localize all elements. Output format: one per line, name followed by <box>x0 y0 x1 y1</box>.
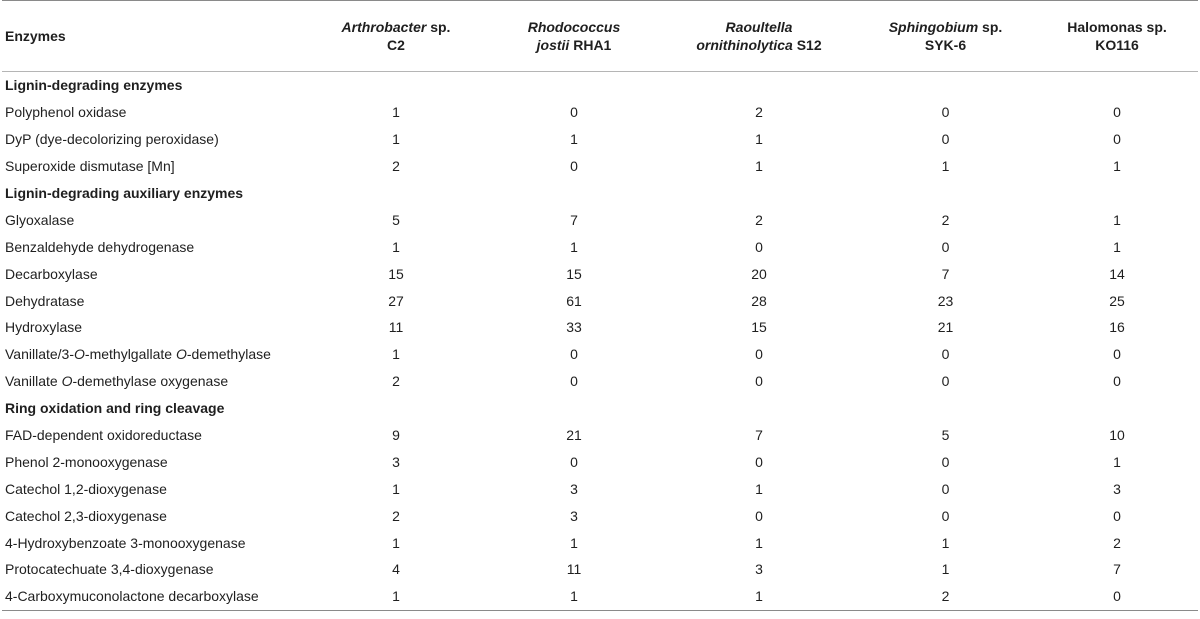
table-row <box>2 233 1198 260</box>
enzyme-name-cell <box>2 233 307 260</box>
count-cell: 1 <box>941 561 950 578</box>
section-title: Lignin-degrading enzymes <box>5 77 183 94</box>
count-cell: 23 <box>937 292 954 309</box>
text-segment: sp. <box>978 19 1003 35</box>
count-cell: 5 <box>392 211 400 228</box>
table-bottom-rule <box>2 610 1198 611</box>
text-segment: Rhodococcus <box>527 19 621 35</box>
text-segment: Vanillate/3- <box>5 346 75 363</box>
text-segment: -methylgallate <box>84 346 176 363</box>
count-cell: 0 <box>1113 104 1121 121</box>
section-title: Ring oxidation and ring cleavage <box>5 400 225 417</box>
column-header-organism <box>663 1 855 71</box>
enzyme-table-container <box>2 0 1198 611</box>
enzyme-name-cell <box>2 556 307 583</box>
count-cell: 1 <box>392 104 400 121</box>
count-cell: 1 <box>1113 211 1121 228</box>
enzyme-name-cell <box>2 583 307 610</box>
table-row <box>2 448 1198 475</box>
count-cell: 1 <box>755 588 763 605</box>
enzyme-name-cell <box>2 502 307 529</box>
text-segment: Protocatechuate 3,4-dioxygenase <box>5 561 214 578</box>
column-header-enzymes <box>2 1 307 71</box>
count-cell: 9 <box>392 427 400 444</box>
count-cell: 14 <box>1109 265 1125 282</box>
enzyme-name-cell <box>2 475 307 502</box>
count-cell: 0 <box>941 480 950 497</box>
count-cell: 0 <box>755 346 763 363</box>
text-segment: ornithinolytica <box>696 37 793 53</box>
table-row <box>2 260 1198 287</box>
text-segment: jostii <box>536 37 570 53</box>
text-segment: Enzymes <box>5 28 66 44</box>
text-segment: O <box>74 346 85 363</box>
count-cell: 0 <box>1113 373 1121 390</box>
section-header-row <box>2 72 1198 99</box>
count-cell: 2 <box>941 211 950 228</box>
count-cell: 1 <box>941 158 950 175</box>
section-header-row <box>2 395 1198 422</box>
count-cell: 1 <box>1113 453 1121 470</box>
text-segment: C2 <box>387 37 405 53</box>
count-cell: 21 <box>937 319 954 336</box>
text-segment: -demethylase <box>186 346 271 363</box>
count-cell: 2 <box>755 104 763 121</box>
table-body <box>2 72 1198 610</box>
count-cell: 0 <box>570 373 578 390</box>
count-cell: 11 <box>566 561 582 578</box>
text-segment: Benzaldehyde dehydrogenase <box>5 238 195 255</box>
count-cell: 2 <box>1113 534 1121 551</box>
count-cell: 1 <box>1113 238 1121 255</box>
count-cell: 10 <box>1109 427 1125 444</box>
enzyme-name-cell <box>2 99 307 126</box>
table-row <box>2 126 1198 153</box>
table-row <box>2 341 1198 368</box>
count-cell: 1 <box>392 534 400 551</box>
count-cell: 1 <box>755 158 763 175</box>
count-cell: 7 <box>941 265 950 282</box>
count-cell: 0 <box>941 373 950 390</box>
count-cell: 1 <box>1113 158 1121 175</box>
count-cell: 33 <box>566 319 582 336</box>
table-row <box>2 287 1198 314</box>
column-header-organism <box>855 1 1036 71</box>
count-cell: 1 <box>570 238 578 255</box>
text-segment: O <box>175 346 187 363</box>
count-cell: 2 <box>392 373 400 390</box>
count-cell: 0 <box>941 238 950 255</box>
text-segment: SYK-6 <box>924 37 967 53</box>
text-segment: RHA1 <box>569 37 612 53</box>
count-cell: 3 <box>570 507 578 524</box>
enzyme-name-cell <box>2 126 307 153</box>
count-cell: 4 <box>392 561 400 578</box>
count-cell: 15 <box>566 265 582 282</box>
text-segment: Catechol 1,2-dioxygenase <box>5 480 167 497</box>
table-row <box>2 153 1198 180</box>
text-segment: Raoultella <box>725 19 793 35</box>
table-row <box>2 583 1198 610</box>
count-cell: 0 <box>941 507 950 524</box>
count-cell: 0 <box>570 158 578 175</box>
count-cell: 0 <box>1113 346 1121 363</box>
column-header-organism <box>485 1 663 71</box>
enzyme-name-cell <box>2 206 307 233</box>
count-cell: 3 <box>755 561 763 578</box>
count-cell: 0 <box>570 104 578 121</box>
count-cell: 2 <box>392 158 400 175</box>
count-cell: 0 <box>755 507 763 524</box>
table-row <box>2 99 1198 126</box>
count-cell: 3 <box>570 480 578 497</box>
count-cell: 0 <box>941 346 950 363</box>
text-segment: Halomonas sp. <box>1067 19 1167 35</box>
count-cell: 1 <box>392 131 400 148</box>
count-cell: 0 <box>1113 507 1121 524</box>
count-cell: 20 <box>751 265 767 282</box>
header-row <box>2 1 1198 71</box>
text-segment: Vanillate <box>5 373 62 390</box>
column-header-organism <box>307 1 485 71</box>
text-segment: DyP (dye-decolorizing peroxidase) <box>5 131 219 148</box>
count-cell: 0 <box>570 346 578 363</box>
table-row <box>2 502 1198 529</box>
count-cell: 25 <box>1109 292 1125 309</box>
count-cell: 27 <box>388 292 404 309</box>
count-cell: 21 <box>566 427 582 444</box>
table-row <box>2 314 1198 341</box>
enzyme-name-cell <box>2 368 307 395</box>
enzyme-count-table <box>2 1 1198 71</box>
enzyme-name-cell <box>2 287 307 314</box>
text-segment: Catechol 2,3-dioxygenase <box>5 507 167 524</box>
count-cell: 2 <box>941 588 950 605</box>
enzyme-count-table-body <box>2 72 1198 610</box>
count-cell: 61 <box>566 292 582 309</box>
count-cell: 1 <box>941 534 950 551</box>
enzyme-name-cell <box>2 422 307 449</box>
count-cell: 1 <box>392 588 400 605</box>
text-segment: Dehydratase <box>5 292 85 309</box>
text-segment: sp. <box>426 19 451 35</box>
text-segment: Arthrobacter <box>341 19 427 35</box>
table-header <box>2 1 1198 71</box>
enzyme-name-cell <box>2 260 307 287</box>
count-cell: 2 <box>392 507 400 524</box>
count-cell: 1 <box>570 588 578 605</box>
count-cell: 28 <box>751 292 767 309</box>
count-cell: 0 <box>1113 131 1121 148</box>
table-row <box>2 422 1198 449</box>
count-cell: 1 <box>755 534 763 551</box>
table-row <box>2 206 1198 233</box>
text-segment: Hydroxylase <box>5 319 83 336</box>
enzyme-name-cell <box>2 341 307 368</box>
enzyme-name-cell <box>2 314 307 341</box>
enzyme-name-cell <box>2 153 307 180</box>
text-segment: FAD-dependent oxidoreductase <box>5 427 202 444</box>
count-cell: 7 <box>755 427 763 444</box>
text-segment: Sphingobium <box>888 19 979 35</box>
text-segment: Glyoxalase <box>5 211 75 228</box>
count-cell: 1 <box>392 480 400 497</box>
count-cell: 0 <box>1113 588 1121 605</box>
count-cell: 0 <box>941 453 950 470</box>
table-row <box>2 556 1198 583</box>
count-cell: 0 <box>755 373 763 390</box>
count-cell: 15 <box>751 319 767 336</box>
count-cell: 3 <box>392 453 400 470</box>
text-segment: KO116 <box>1095 37 1139 53</box>
text-segment: S12 <box>792 37 822 53</box>
enzyme-name-cell <box>2 529 307 556</box>
count-cell: 11 <box>388 319 404 336</box>
count-cell: 0 <box>941 131 950 148</box>
count-cell: 1 <box>570 534 578 551</box>
count-cell: 0 <box>755 453 763 470</box>
count-cell: 1 <box>392 346 400 363</box>
section-title: Lignin-degrading auxiliary enzymes <box>5 185 244 201</box>
count-cell: 3 <box>1113 480 1121 497</box>
count-cell: 0 <box>570 453 578 470</box>
text-segment: Polyphenol oxidase <box>5 104 127 121</box>
text-segment: -demethylase oxygenase <box>72 373 229 390</box>
section-header-row <box>2 180 1198 207</box>
enzyme-name-cell <box>2 448 307 475</box>
count-cell: 1 <box>755 131 763 148</box>
text-segment: O <box>61 373 73 390</box>
count-cell: 1 <box>570 131 578 148</box>
text-segment: 4-Hydroxybenzoate 3-monooxygenase <box>5 534 246 551</box>
table-row <box>2 475 1198 502</box>
count-cell: 0 <box>755 238 763 255</box>
column-header-organism <box>1036 1 1198 71</box>
text-segment: Superoxide dismutase [Mn] <box>5 158 175 175</box>
count-cell: 5 <box>941 427 950 444</box>
text-segment: 4-Carboxymuconolactone decarboxylase <box>5 588 259 605</box>
count-cell: 16 <box>1109 319 1125 336</box>
text-segment: Decarboxylase <box>5 265 98 282</box>
table-row <box>2 368 1198 395</box>
count-cell: 2 <box>755 211 763 228</box>
table-row <box>2 529 1198 556</box>
count-cell: 7 <box>570 211 578 228</box>
text-segment: Phenol 2-monooxygenase <box>5 453 168 470</box>
count-cell: 0 <box>941 104 950 121</box>
count-cell: 1 <box>392 238 400 255</box>
count-cell: 15 <box>388 265 404 282</box>
count-cell: 7 <box>1113 561 1121 578</box>
count-cell: 1 <box>755 480 763 497</box>
